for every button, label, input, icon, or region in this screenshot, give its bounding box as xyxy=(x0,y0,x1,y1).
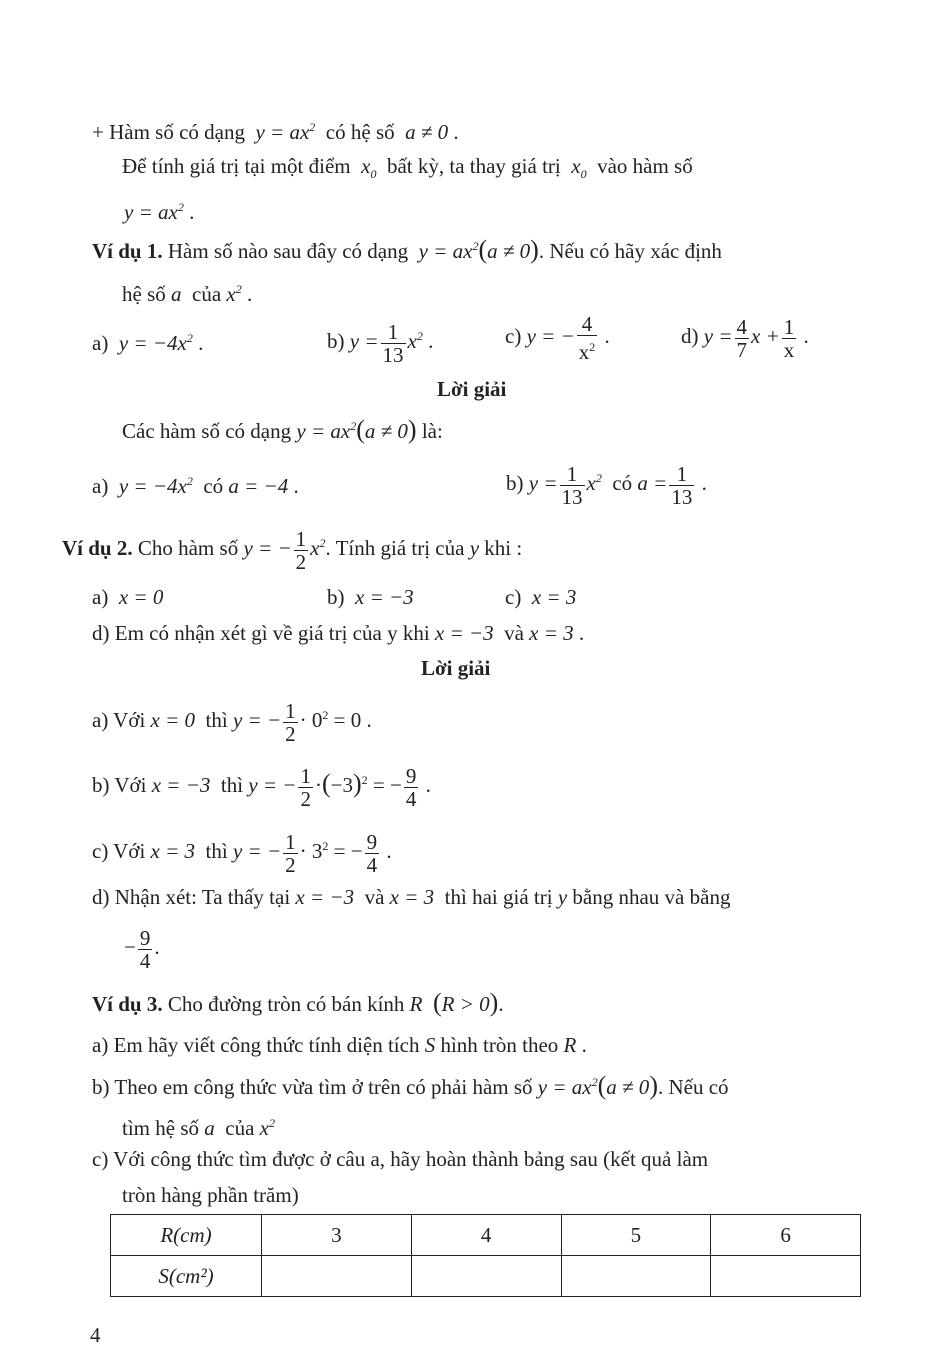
ex1-option-c: c) y = − $\frac{4}{x^2}$ . xyxy=(505,312,610,365)
ex2-solution-d: d) Nhận xét: Ta thấy tại x = −3 và x = 3 thì hai giá trị y bằng nhau và bằng xyxy=(92,885,731,909)
table-cell-empty xyxy=(411,1256,561,1297)
table-row xyxy=(111,1215,861,1256)
ex3-part-c-2: tròn hàng phần trăm) xyxy=(122,1183,299,1207)
table-cell-empty xyxy=(262,1256,412,1297)
ex2-part-d: d) Em có nhận xét gì về giá trị của y khi x = −3 và x = 3 . xyxy=(92,621,585,645)
ex2-part-a: a) x = 0 xyxy=(92,585,164,609)
ex1-option-b: b) y = $\frac{1}{13}$ $x^2$ . xyxy=(327,319,434,367)
intro-line-3: $y = ax^2$ . xyxy=(124,200,195,224)
intro-line-1: + Hàm số có dạng $y = ax^2$ có hệ số a ≠ 0 . xyxy=(92,120,459,144)
ex1-solution-b: b) y = $\frac{1}{13}$ $x^2$ có a = $\frac{1}{13}$ . xyxy=(506,461,707,509)
ex1-option-d: d) y = $\frac{4}{7}$ x + $\frac{1}{x}$ . xyxy=(681,314,809,362)
table-cell: 5 xyxy=(561,1215,711,1256)
ex1-heading-2: hệ số a của $x^2$ . xyxy=(122,282,253,306)
table-cell: 4 xyxy=(411,1215,561,1256)
ex2-solution-a: a) Với x = 0 thì y = − $\frac{1}{2}$ · $0^2 = 0$ . xyxy=(92,698,372,746)
radius-area-table xyxy=(110,1214,861,1297)
table-cell-empty xyxy=(711,1256,861,1297)
ex2-solution-b: b) Với x = −3 thì y = − $\frac{1}{2}$ $\cdot(-3)^2$ = − $\frac{9}{4}$ . xyxy=(92,763,431,811)
table-header-area: S(cm²) xyxy=(111,1256,262,1297)
ex3-part-b: b) Theo em công thức vừa tìm ở trên có phải hàm số $y = ax^2(a \ne 0)$. Nếu có xyxy=(92,1071,729,1100)
ex1-option-a: a) $y = -4x^2$ . xyxy=(92,331,204,355)
intro-line-2: Để tính giá trị tại một điểm $x_0$ bất kỳ, ta thay giá trị $x_0$ vào hàm số xyxy=(122,154,693,182)
page-number: 4 xyxy=(90,1323,101,1347)
ex1-solution-text: Các hàm số có dạng $y = ax^2(a \ne 0)$ là: xyxy=(122,415,443,444)
ex1-heading: Ví dụ 1. Hàm số nào sau đây có dạng $y = ax^2(a \ne 0)$. Nếu có hãy xác định xyxy=(92,235,722,264)
ex2-solution-d-value: − $\frac{9}{4}$ . xyxy=(124,925,160,973)
ex3-part-a: a) Em hãy viết công thức tính diện tích S hình tròn theo R . xyxy=(92,1033,587,1057)
ex2-part-c: c) x = 3 xyxy=(505,585,577,609)
table-cell: 6 xyxy=(711,1215,861,1256)
ex1-solution-a: a) $y = -4x^2$ có a = −4 . xyxy=(92,474,299,498)
table-cell-empty xyxy=(561,1256,711,1297)
ex3-heading: Ví dụ 3. Cho đường tròn có bán kính R (R > 0). xyxy=(92,988,504,1017)
table-header-radius: R(cm) xyxy=(111,1215,262,1256)
ex2-solution-c: c) Với x = 3 thì y = − $\frac{1}{2}$ · $3^2$ = − $\frac{9}{4}$ . xyxy=(92,829,392,877)
ex2-part-b: b) x = −3 xyxy=(327,585,414,609)
ex3-part-b-2: tìm hệ số a của $x^2$ xyxy=(122,1116,275,1140)
table-row xyxy=(111,1256,861,1297)
ex3-part-c: c) Với công thức tìm được ở câu a, hãy hoàn thành bảng sau (kết quả làm xyxy=(92,1147,709,1171)
ex1-solution-title: Lời giải xyxy=(437,377,507,401)
ex2-solution-title: Lời giải xyxy=(421,656,491,680)
table-cell: 3 xyxy=(262,1215,412,1256)
ex2-heading: Ví dụ 2. Cho hàm số y = − $\frac{1}{2}$ $x^2$. Tính giá trị của y khi : xyxy=(62,526,523,574)
